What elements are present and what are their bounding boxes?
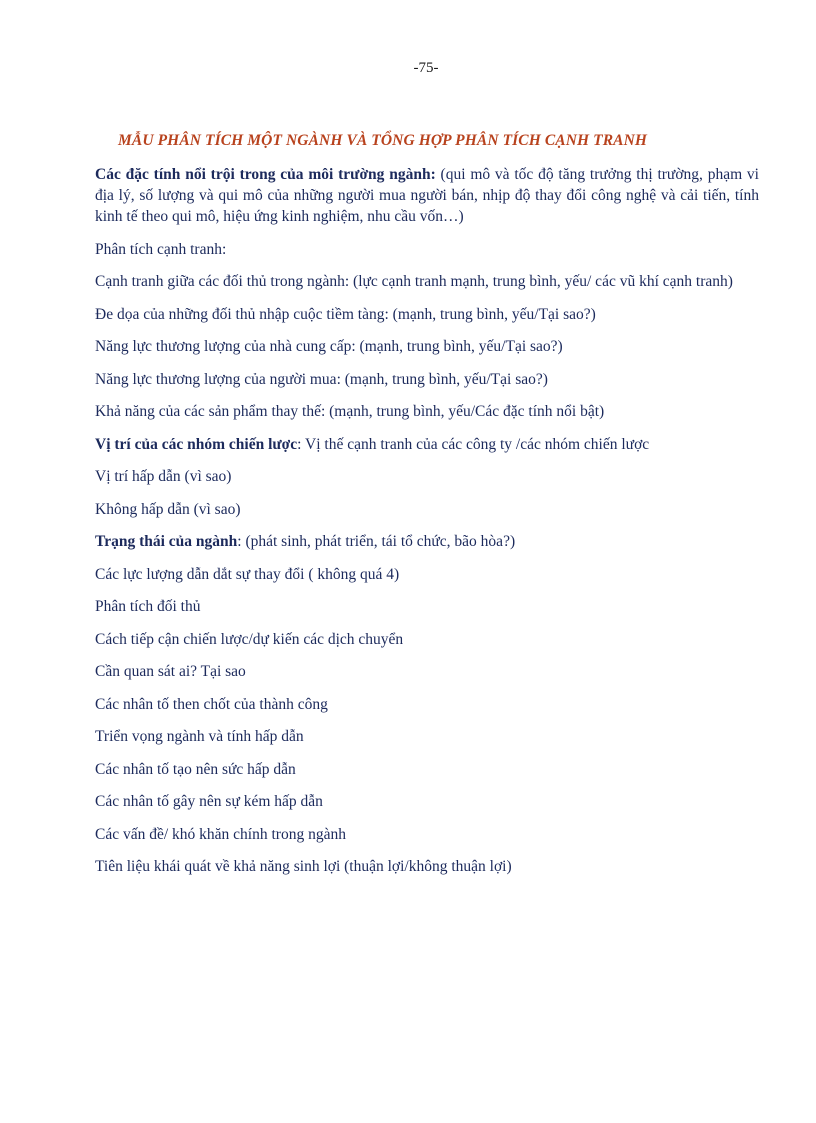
paragraph-industry-state [95,531,759,552]
paragraph-text: Khả năng của các sản phẩm thay thế: (mạnh, trung bình, yếu/Các đặc tính nổi bật) [95,403,605,420]
paragraph-driving-forces [95,564,759,585]
paragraph-bold-lead: Vị trí của các nhóm chiến lược [95,435,298,453]
paragraph-text: Cách tiếp cận chiến lược/dự kiến các dịch chuyển [95,630,404,648]
paragraph-unattractive-position [95,499,759,520]
paragraph-substitutes [95,401,759,422]
paragraph-competition-analysis [95,239,759,260]
paragraph-text: Cạnh tranh giữa các đối thủ trong ngành: (lực cạnh tranh mạnh, trung bình, yếu/ các vũ khí cạnh tranh) [95,273,733,290]
page-number: -75- [413,60,439,76]
paragraph-text: (qui mô và tốc độ tăng trưởng thị trường, phạm vi địa lý, số lượng và qui mô của những người mua người bán, nhịp độ thay đổi công nghệ và cải tiến, tính kinh tế theo qui mô, hiệu ứng kinh nghiệm, nhu cầu vốn…) [95,166,759,225]
paragraph-text: Các vấn đề/ khó khăn chính trong ngành [95,825,346,843]
paragraph-competitor-analysis [95,596,759,617]
paragraph-bold-lead: Trạng thái của ngành [95,533,238,550]
paragraph-rivalry [95,271,759,292]
paragraph-industry-characteristics [95,164,759,227]
paragraph-buyer-power [95,369,759,390]
paragraph-text: Vị trí hấp dẫn (vì sao) [95,468,232,485]
paragraph-supplier-power [95,336,759,357]
paragraph-text: Đe dọa của những đối thủ nhập cuộc tiềm tàng: (mạnh, trung bình, yếu/Tại sao?) [95,305,596,323]
paragraph-text: : Vị thế cạnh tranh của các công ty /các nhóm chiến lược [297,435,650,453]
paragraph-attractiveness-factors [95,759,759,780]
paragraph-unattractiveness-factors [95,791,759,812]
paragraph-strategic-groups [95,434,759,455]
paragraph-profitability-outlook [95,856,759,877]
paragraph-text: Các nhân tố gây nên sự kém hấp dẫn [95,793,323,810]
paragraph-industry-outlook [95,726,759,747]
paragraph-text: Năng lực thương lượng của nhà cung cấp: (mạnh, trung bình, yếu/Tại sao?) [95,338,563,355]
paragraph-text: Triển vọng ngành và tính hấp dẫn [95,728,304,745]
document-title: MẪU PHÂN TÍCH MỘT NGÀNH VÀ TỔNG HỢP PHÂN TÍCH CẠNH TRANH [118,132,648,149]
paragraph-bold-lead: Các đặc tính nổi trội trong của môi trường ngành: [95,166,436,183]
paragraph-text: Cần quan sát ai? Tại sao [95,663,246,680]
paragraph-who-to-watch [95,661,759,682]
paragraph-text: Không hấp dẫn (vì sao) [95,500,241,518]
paragraph-attractive-position [95,466,759,487]
paragraph-main-issues [95,824,759,845]
paragraph-text: : (phát sinh, phát triển, tái tổ chức, bão hòa?) [237,533,516,550]
paragraph-text: Năng lực thương lượng của người mua: (mạnh, trung bình, yếu/Tại sao?) [95,370,548,388]
paragraph-text: Tiên liệu khái quát về khả năng sinh lợi (thuận lợi/không thuận lợi) [95,858,512,875]
paragraph-text: Các nhân tố tạo nên sức hấp dẫn [95,760,296,778]
paragraph-text: Các lực lượng dẫn dắt sự thay đổi ( không quá 4) [95,565,400,583]
paragraph-text: Phân tích cạnh tranh: [95,240,227,258]
paragraph-key-success-factors [95,694,759,715]
paragraph-strategic-approach [95,629,759,650]
paragraph-text: Các nhân tố then chốt của thành công [95,695,328,713]
document-body [95,164,759,889]
paragraph-text: Phân tích đối thủ [95,598,201,615]
paragraph-new-entrants [95,304,759,325]
